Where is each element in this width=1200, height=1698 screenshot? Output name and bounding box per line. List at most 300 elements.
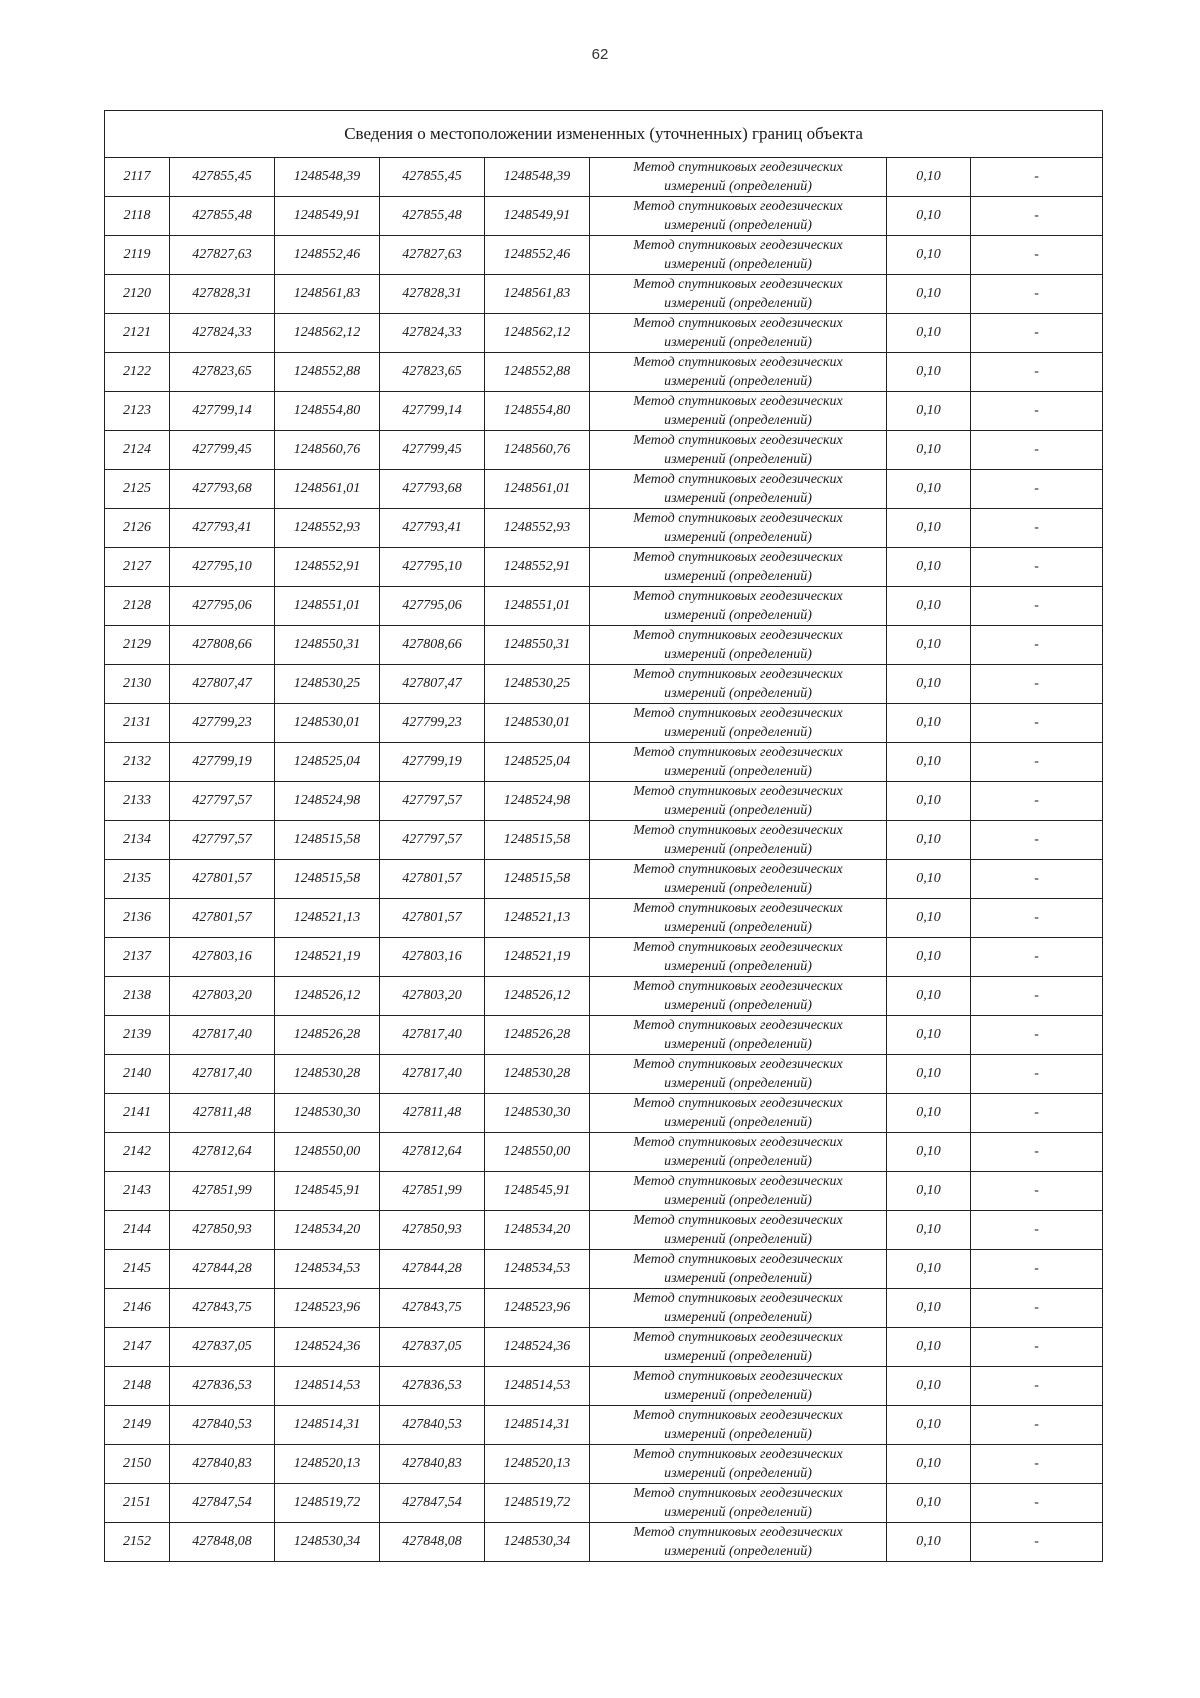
x-existing-cell: 427799,23 [170,704,275,743]
method-line-2: измерений (определений) [664,1427,812,1442]
table-row [105,1250,1103,1289]
y-updated-cell: 1248514,31 [485,1406,590,1445]
y-existing-cell: 1248521,13 [275,899,380,938]
x-existing-cell: 427797,57 [170,782,275,821]
x-existing-cell: 427795,10 [170,548,275,587]
accuracy-cell: 0,10 [887,548,971,587]
method-line-2: измерений (определений) [664,725,812,740]
method-line-1: Метод спутниковых геодезических [633,1291,843,1306]
method-line-2: измерений (определений) [664,998,812,1013]
x-existing-cell: 427801,57 [170,860,275,899]
x-existing-cell: 427851,99 [170,1172,275,1211]
table-row [105,197,1103,236]
point-number-cell: 2135 [105,860,170,899]
table-row [105,275,1103,314]
table-row [105,392,1103,431]
table-row [105,860,1103,899]
point-number-cell: 2118 [105,197,170,236]
table-row [105,1406,1103,1445]
x-updated-cell: 427801,57 [380,860,485,899]
description-cell: - [971,1523,1103,1562]
accuracy-cell: 0,10 [887,1016,971,1055]
method-line-1: Метод спутниковых геодезических [633,940,843,955]
y-existing-cell: 1248521,19 [275,938,380,977]
point-number-cell: 2141 [105,1094,170,1133]
y-updated-cell: 1248524,36 [485,1328,590,1367]
method-cell [590,1016,887,1055]
table-row [105,899,1103,938]
description-cell: - [971,1484,1103,1523]
method-cell [590,275,887,314]
page-number: 62 [591,46,609,63]
method-line-1: Метод спутниковых геодезических [633,1447,843,1462]
method-line-2: измерений (определений) [664,1271,812,1286]
method-cell [590,1211,887,1250]
method-cell [590,353,887,392]
table-row [105,665,1103,704]
x-existing-cell: 427807,47 [170,665,275,704]
x-existing-cell: 427840,83 [170,1445,275,1484]
point-number-cell: 2125 [105,470,170,509]
x-existing-cell: 427812,64 [170,1133,275,1172]
y-existing-cell: 1248530,34 [275,1523,380,1562]
y-existing-cell: 1248530,25 [275,665,380,704]
x-existing-cell: 427847,54 [170,1484,275,1523]
x-existing-cell: 427828,31 [170,275,275,314]
point-number-cell: 2140 [105,1055,170,1094]
method-line-1: Метод спутниковых геодезических [633,1330,843,1345]
description-cell: - [971,860,1103,899]
table-row [105,1523,1103,1562]
method-line-1: Метод спутниковых геодезических [633,1057,843,1072]
method-cell [590,1445,887,1484]
description-cell: - [971,236,1103,275]
x-existing-cell: 427808,66 [170,626,275,665]
method-line-2: измерений (определений) [664,686,812,701]
y-updated-cell: 1248514,53 [485,1367,590,1406]
y-existing-cell: 1248523,96 [275,1289,380,1328]
x-existing-cell: 427801,57 [170,899,275,938]
accuracy-cell: 0,10 [887,470,971,509]
x-updated-cell: 427837,05 [380,1328,485,1367]
method-cell [590,1055,887,1094]
method-cell [590,665,887,704]
y-updated-cell: 1248561,83 [485,275,590,314]
accuracy-cell: 0,10 [887,392,971,431]
table-row [105,704,1103,743]
x-updated-cell: 427803,16 [380,938,485,977]
point-number-cell: 2122 [105,353,170,392]
method-line-1: Метод спутниковых геодезических [633,277,843,292]
point-number-cell: 2121 [105,314,170,353]
x-updated-cell: 427851,99 [380,1172,485,1211]
y-updated-cell: 1248550,31 [485,626,590,665]
method-cell [590,899,887,938]
x-existing-cell: 427799,45 [170,431,275,470]
accuracy-cell: 0,10 [887,1055,971,1094]
accuracy-cell: 0,10 [887,1445,971,1484]
method-cell [590,1406,887,1445]
table-row [105,1367,1103,1406]
description-cell: - [971,704,1103,743]
point-number-cell: 2119 [105,236,170,275]
table-row [105,548,1103,587]
table-row [105,158,1103,197]
x-updated-cell: 427855,45 [380,158,485,197]
method-line-1: Метод спутниковых геодезических [633,433,843,448]
x-updated-cell: 427797,57 [380,782,485,821]
x-existing-cell: 427850,93 [170,1211,275,1250]
table-row [105,1094,1103,1133]
method-cell [590,197,887,236]
y-updated-cell: 1248545,91 [485,1172,590,1211]
x-updated-cell: 427847,54 [380,1484,485,1523]
y-updated-cell: 1248526,12 [485,977,590,1016]
table-row [105,1289,1103,1328]
point-number-cell: 2148 [105,1367,170,1406]
x-updated-cell: 427827,63 [380,236,485,275]
description-cell: - [971,899,1103,938]
y-updated-cell: 1248519,72 [485,1484,590,1523]
x-existing-cell: 427840,53 [170,1406,275,1445]
y-updated-cell: 1248521,19 [485,938,590,977]
y-existing-cell: 1248549,91 [275,197,380,236]
method-line-2: измерений (определений) [664,452,812,467]
x-existing-cell: 427803,16 [170,938,275,977]
x-updated-cell: 427807,47 [380,665,485,704]
y-updated-cell: 1248530,34 [485,1523,590,1562]
method-line-2: измерений (определений) [664,569,812,584]
method-line-1: Метод спутниковых геодезических [633,199,843,214]
method-line-2: измерений (определений) [664,1232,812,1247]
description-cell: - [971,1250,1103,1289]
y-existing-cell: 1248534,53 [275,1250,380,1289]
x-updated-cell: 427799,14 [380,392,485,431]
point-number-cell: 2120 [105,275,170,314]
y-existing-cell: 1248552,88 [275,353,380,392]
y-existing-cell: 1248530,01 [275,704,380,743]
x-existing-cell: 427837,05 [170,1328,275,1367]
y-updated-cell: 1248526,28 [485,1016,590,1055]
accuracy-cell: 0,10 [887,509,971,548]
method-cell [590,314,887,353]
point-number-cell: 2149 [105,1406,170,1445]
accuracy-cell: 0,10 [887,1406,971,1445]
x-existing-cell: 427848,08 [170,1523,275,1562]
y-existing-cell: 1248561,01 [275,470,380,509]
y-updated-cell: 1248549,91 [485,197,590,236]
point-number-cell: 2124 [105,431,170,470]
method-line-2: измерений (определений) [664,881,812,896]
table-row [105,353,1103,392]
y-existing-cell: 1248562,12 [275,314,380,353]
x-updated-cell: 427799,23 [380,704,485,743]
y-existing-cell: 1248515,58 [275,821,380,860]
y-updated-cell: 1248530,28 [485,1055,590,1094]
method-line-2: измерений (определений) [664,920,812,935]
x-existing-cell: 427793,68 [170,470,275,509]
point-number-cell: 2142 [105,1133,170,1172]
method-line-1: Метод спутниковых геодезических [633,667,843,682]
description-cell: - [971,1016,1103,1055]
x-updated-cell: 427797,57 [380,821,485,860]
accuracy-cell: 0,10 [887,899,971,938]
accuracy-cell: 0,10 [887,197,971,236]
x-existing-cell: 427844,28 [170,1250,275,1289]
y-updated-cell: 1248562,12 [485,314,590,353]
method-line-1: Метод спутниковых геодезических [633,1213,843,1228]
method-line-2: измерений (определений) [664,1310,812,1325]
x-updated-cell: 427843,75 [380,1289,485,1328]
table-row [105,314,1103,353]
x-existing-cell: 427799,14 [170,392,275,431]
method-line-1: Метод спутниковых геодезических [633,1486,843,1501]
y-updated-cell: 1248552,93 [485,509,590,548]
method-line-2: измерений (определений) [664,374,812,389]
method-line-1: Метод спутниковых геодезических [633,550,843,565]
x-updated-cell: 427850,93 [380,1211,485,1250]
accuracy-cell: 0,10 [887,782,971,821]
description-cell: - [971,431,1103,470]
accuracy-cell: 0,10 [887,860,971,899]
description-cell: - [971,1367,1103,1406]
x-existing-cell: 427795,06 [170,587,275,626]
point-number-cell: 2117 [105,158,170,197]
y-updated-cell: 1248551,01 [485,587,590,626]
y-updated-cell: 1248554,80 [485,392,590,431]
method-line-2: измерений (определений) [664,491,812,506]
point-number-cell: 2126 [105,509,170,548]
method-cell [590,1172,887,1211]
x-existing-cell: 427811,48 [170,1094,275,1133]
accuracy-cell: 0,10 [887,1211,971,1250]
y-updated-cell: 1248534,20 [485,1211,590,1250]
x-existing-cell: 427793,41 [170,509,275,548]
method-cell [590,1094,887,1133]
y-existing-cell: 1248561,83 [275,275,380,314]
method-cell [590,1133,887,1172]
table-row [105,509,1103,548]
method-cell [590,821,887,860]
method-line-1: Метод спутниковых геодезических [633,355,843,370]
table-row [105,1016,1103,1055]
y-existing-cell: 1248550,00 [275,1133,380,1172]
x-updated-cell: 427824,33 [380,314,485,353]
table-row [105,431,1103,470]
y-existing-cell: 1248552,93 [275,509,380,548]
y-existing-cell: 1248520,13 [275,1445,380,1484]
x-updated-cell: 427795,06 [380,587,485,626]
y-updated-cell: 1248552,46 [485,236,590,275]
point-number-cell: 2151 [105,1484,170,1523]
table-row [105,782,1103,821]
method-cell [590,158,887,197]
method-line-2: измерений (определений) [664,1544,812,1559]
point-number-cell: 2123 [105,392,170,431]
method-line-2: измерений (определений) [664,842,812,857]
method-line-1: Метод спутниковых геодезических [633,589,843,604]
method-line-2: измерений (определений) [664,764,812,779]
point-number-cell: 2146 [105,1289,170,1328]
table-row [105,1055,1103,1094]
x-existing-cell: 427797,57 [170,821,275,860]
point-number-cell: 2143 [105,1172,170,1211]
method-line-1: Метод спутниковых геодезических [633,160,843,175]
method-line-1: Метод спутниковых геодезических [633,979,843,994]
x-updated-cell: 427795,10 [380,548,485,587]
point-number-cell: 2152 [105,1523,170,1562]
method-line-1: Метод спутниковых геодезических [633,1525,843,1540]
x-existing-cell: 427803,20 [170,977,275,1016]
method-cell [590,548,887,587]
description-cell: - [971,626,1103,665]
description-cell: - [971,1211,1103,1250]
method-line-2: измерений (определений) [664,1193,812,1208]
accuracy-cell: 0,10 [887,1133,971,1172]
description-cell: - [971,1172,1103,1211]
method-cell [590,1523,887,1562]
description-cell: - [971,1289,1103,1328]
table-row [105,470,1103,509]
table-row [105,977,1103,1016]
accuracy-cell: 0,10 [887,353,971,392]
point-number-cell: 2136 [105,899,170,938]
y-updated-cell: 1248515,58 [485,821,590,860]
method-cell [590,977,887,1016]
x-existing-cell: 427827,63 [170,236,275,275]
method-line-2: измерений (определений) [664,647,812,662]
y-updated-cell: 1248521,13 [485,899,590,938]
point-number-cell: 2128 [105,587,170,626]
method-cell [590,704,887,743]
accuracy-cell: 0,10 [887,1172,971,1211]
x-updated-cell: 427817,40 [380,1016,485,1055]
y-existing-cell: 1248519,72 [275,1484,380,1523]
y-existing-cell: 1248526,12 [275,977,380,1016]
method-cell [590,1289,887,1328]
x-existing-cell: 427823,65 [170,353,275,392]
table-row [105,1484,1103,1523]
accuracy-cell: 0,10 [887,938,971,977]
accuracy-cell: 0,10 [887,236,971,275]
x-updated-cell: 427811,48 [380,1094,485,1133]
accuracy-cell: 0,10 [887,1250,971,1289]
accuracy-cell: 0,10 [887,1094,971,1133]
description-cell: - [971,743,1103,782]
method-line-2: измерений (определений) [664,179,812,194]
method-line-1: Метод спутниковых геодезических [633,394,843,409]
x-updated-cell: 427817,40 [380,1055,485,1094]
description-cell: - [971,938,1103,977]
method-line-1: Метод спутниковых геодезических [633,628,843,643]
accuracy-cell: 0,10 [887,314,971,353]
table-row [105,626,1103,665]
method-line-1: Метод спутниковых геодезических [633,1408,843,1423]
method-line-1: Метод спутниковых геодезических [633,1018,843,1033]
method-line-2: измерений (определений) [664,1076,812,1091]
point-number-cell: 2129 [105,626,170,665]
boundary-coordinates-table [104,110,1103,1562]
method-line-1: Метод спутниковых геодезических [633,316,843,331]
y-updated-cell: 1248523,96 [485,1289,590,1328]
method-line-2: измерений (определений) [664,1349,812,1364]
y-existing-cell: 1248526,28 [275,1016,380,1055]
table-row [105,1328,1103,1367]
y-existing-cell: 1248554,80 [275,392,380,431]
method-line-2: измерений (определений) [664,608,812,623]
table-title: Сведения о местоположении измененных (уточненных) границ объекта [105,111,1103,158]
description-cell: - [971,509,1103,548]
y-existing-cell: 1248530,28 [275,1055,380,1094]
accuracy-cell: 0,10 [887,743,971,782]
y-updated-cell: 1248550,00 [485,1133,590,1172]
point-number-cell: 2134 [105,821,170,860]
method-cell [590,509,887,548]
y-updated-cell: 1248560,76 [485,431,590,470]
accuracy-cell: 0,10 [887,158,971,197]
method-line-2: измерений (определений) [664,1505,812,1520]
x-updated-cell: 427844,28 [380,1250,485,1289]
accuracy-cell: 0,10 [887,1484,971,1523]
description-cell: - [971,275,1103,314]
method-line-1: Метод спутниковых геодезических [633,1252,843,1267]
method-cell [590,470,887,509]
accuracy-cell: 0,10 [887,977,971,1016]
point-number-cell: 2145 [105,1250,170,1289]
y-existing-cell: 1248545,91 [275,1172,380,1211]
method-line-1: Метод спутниковых геодезических [633,706,843,721]
description-cell: - [971,1133,1103,1172]
method-line-2: измерений (определений) [664,413,812,428]
description-cell: - [971,821,1103,860]
description-cell: - [971,1328,1103,1367]
y-updated-cell: 1248552,88 [485,353,590,392]
x-updated-cell: 427840,53 [380,1406,485,1445]
description-cell: - [971,1094,1103,1133]
description-cell: - [971,1406,1103,1445]
method-cell [590,236,887,275]
y-existing-cell: 1248514,31 [275,1406,380,1445]
table-row [105,1445,1103,1484]
method-cell [590,1484,887,1523]
accuracy-cell: 0,10 [887,431,971,470]
y-existing-cell: 1248534,20 [275,1211,380,1250]
method-line-2: измерений (определений) [664,1115,812,1130]
x-updated-cell: 427799,19 [380,743,485,782]
y-existing-cell: 1248515,58 [275,860,380,899]
point-number-cell: 2139 [105,1016,170,1055]
method-line-2: измерений (определений) [664,1466,812,1481]
y-updated-cell: 1248530,25 [485,665,590,704]
x-updated-cell: 427793,68 [380,470,485,509]
table-row [105,236,1103,275]
method-cell [590,626,887,665]
description-cell: - [971,470,1103,509]
x-existing-cell: 427824,33 [170,314,275,353]
table-body [105,158,1103,1562]
table-row [105,938,1103,977]
method-line-1: Метод спутниковых геодезических [633,745,843,760]
x-updated-cell: 427828,31 [380,275,485,314]
accuracy-cell: 0,10 [887,587,971,626]
point-number-cell: 2127 [105,548,170,587]
method-line-2: измерений (определений) [664,959,812,974]
x-updated-cell: 427803,20 [380,977,485,1016]
y-updated-cell: 1248530,30 [485,1094,590,1133]
x-updated-cell: 427836,53 [380,1367,485,1406]
description-cell: - [971,353,1103,392]
x-updated-cell: 427823,65 [380,353,485,392]
